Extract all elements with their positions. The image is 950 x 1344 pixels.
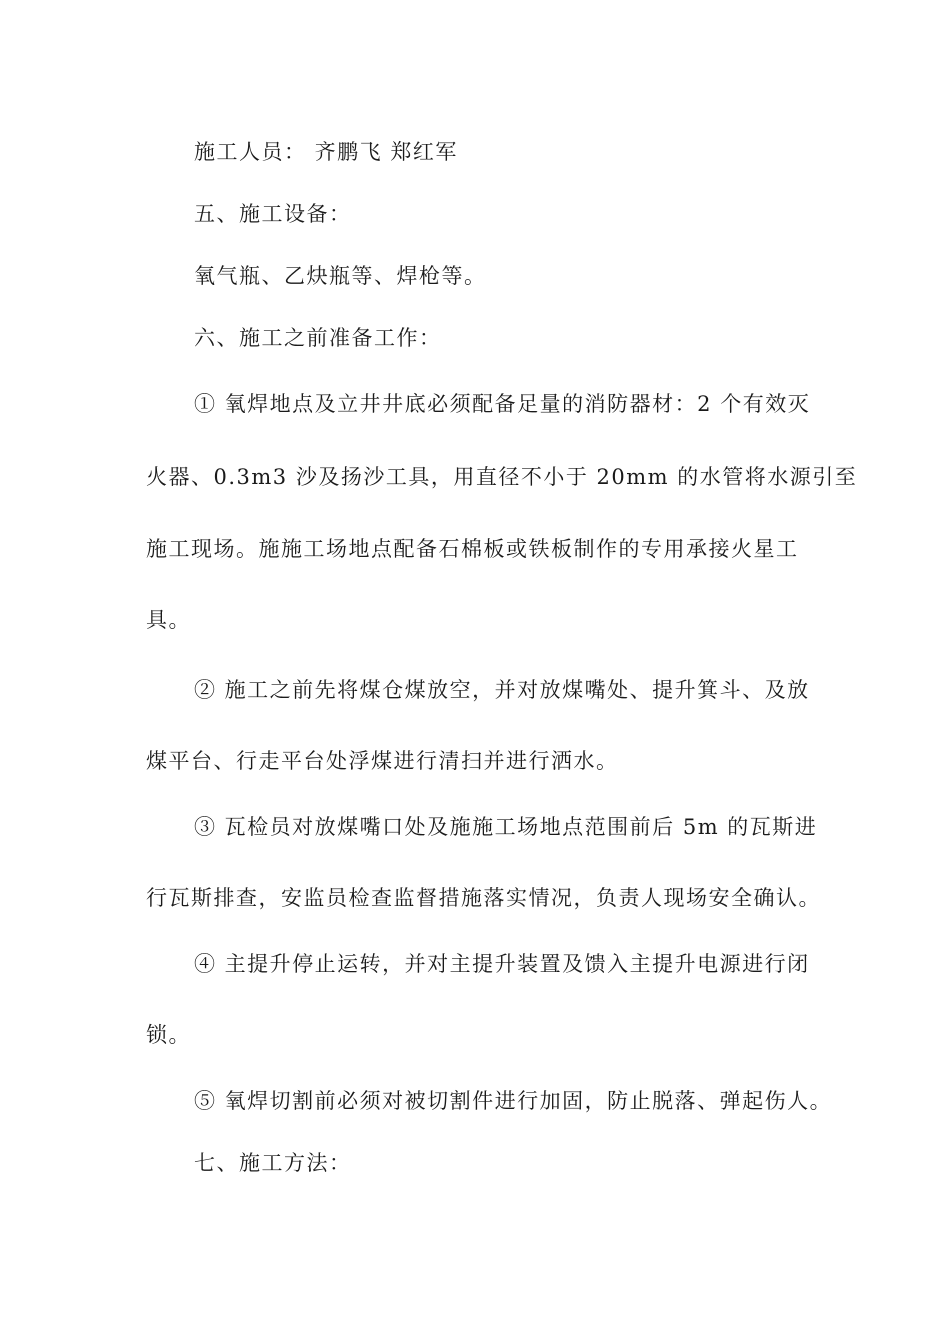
section-six-heading: 六、施工之前准备工作：: [194, 326, 442, 350]
item-four-line-1: ④ 主提升停止运转，并对主提升装置及馈入主提升电源进行闭: [194, 952, 810, 976]
item-three-line-2: 行瓦斯排查，安监员检查监督措施落实情况，负责人现场安全确认。: [146, 886, 821, 910]
item-one-line-2: 火器、0.3m3 沙及扬沙工具，用直径不小于 20mm 的水管将水源引至: [146, 465, 858, 489]
item-one-line-1: ① 氧焊地点及立井井底必须配备足量的消防器材：2 个有效灭: [194, 392, 811, 416]
equipment-list-line: 氧气瓶、乙炔瓶等、焊枪等。: [194, 264, 487, 288]
item-one-line-4: 具。: [146, 608, 191, 632]
item-five-line: ⑤ 氧焊切割前必须对被切割件进行加固，防止脱落、弹起伤人。: [194, 1089, 833, 1113]
section-seven-heading: 七、施工方法：: [194, 1151, 352, 1175]
construction-personnel-line: 施工人员： 齐鹏飞 郑红军: [194, 140, 458, 164]
item-four-line-2: 锁。: [146, 1023, 191, 1047]
item-two-line-2: 煤平台、行走平台处浮煤进行清扫并进行洒水。: [146, 749, 619, 773]
item-one-line-3: 施工现场。施施工场地点配备石棉板或铁板制作的专用承接火星工: [146, 537, 799, 561]
item-three-line-1: ③ 瓦检员对放煤嘴口处及施施工场地点范围前后 5m 的瓦斯进: [194, 815, 818, 839]
item-two-line-1: ② 施工之前先将煤仓煤放空，并对放煤嘴处、提升箕斗、及放: [194, 678, 810, 702]
section-five-heading: 五、施工设备：: [194, 202, 352, 226]
